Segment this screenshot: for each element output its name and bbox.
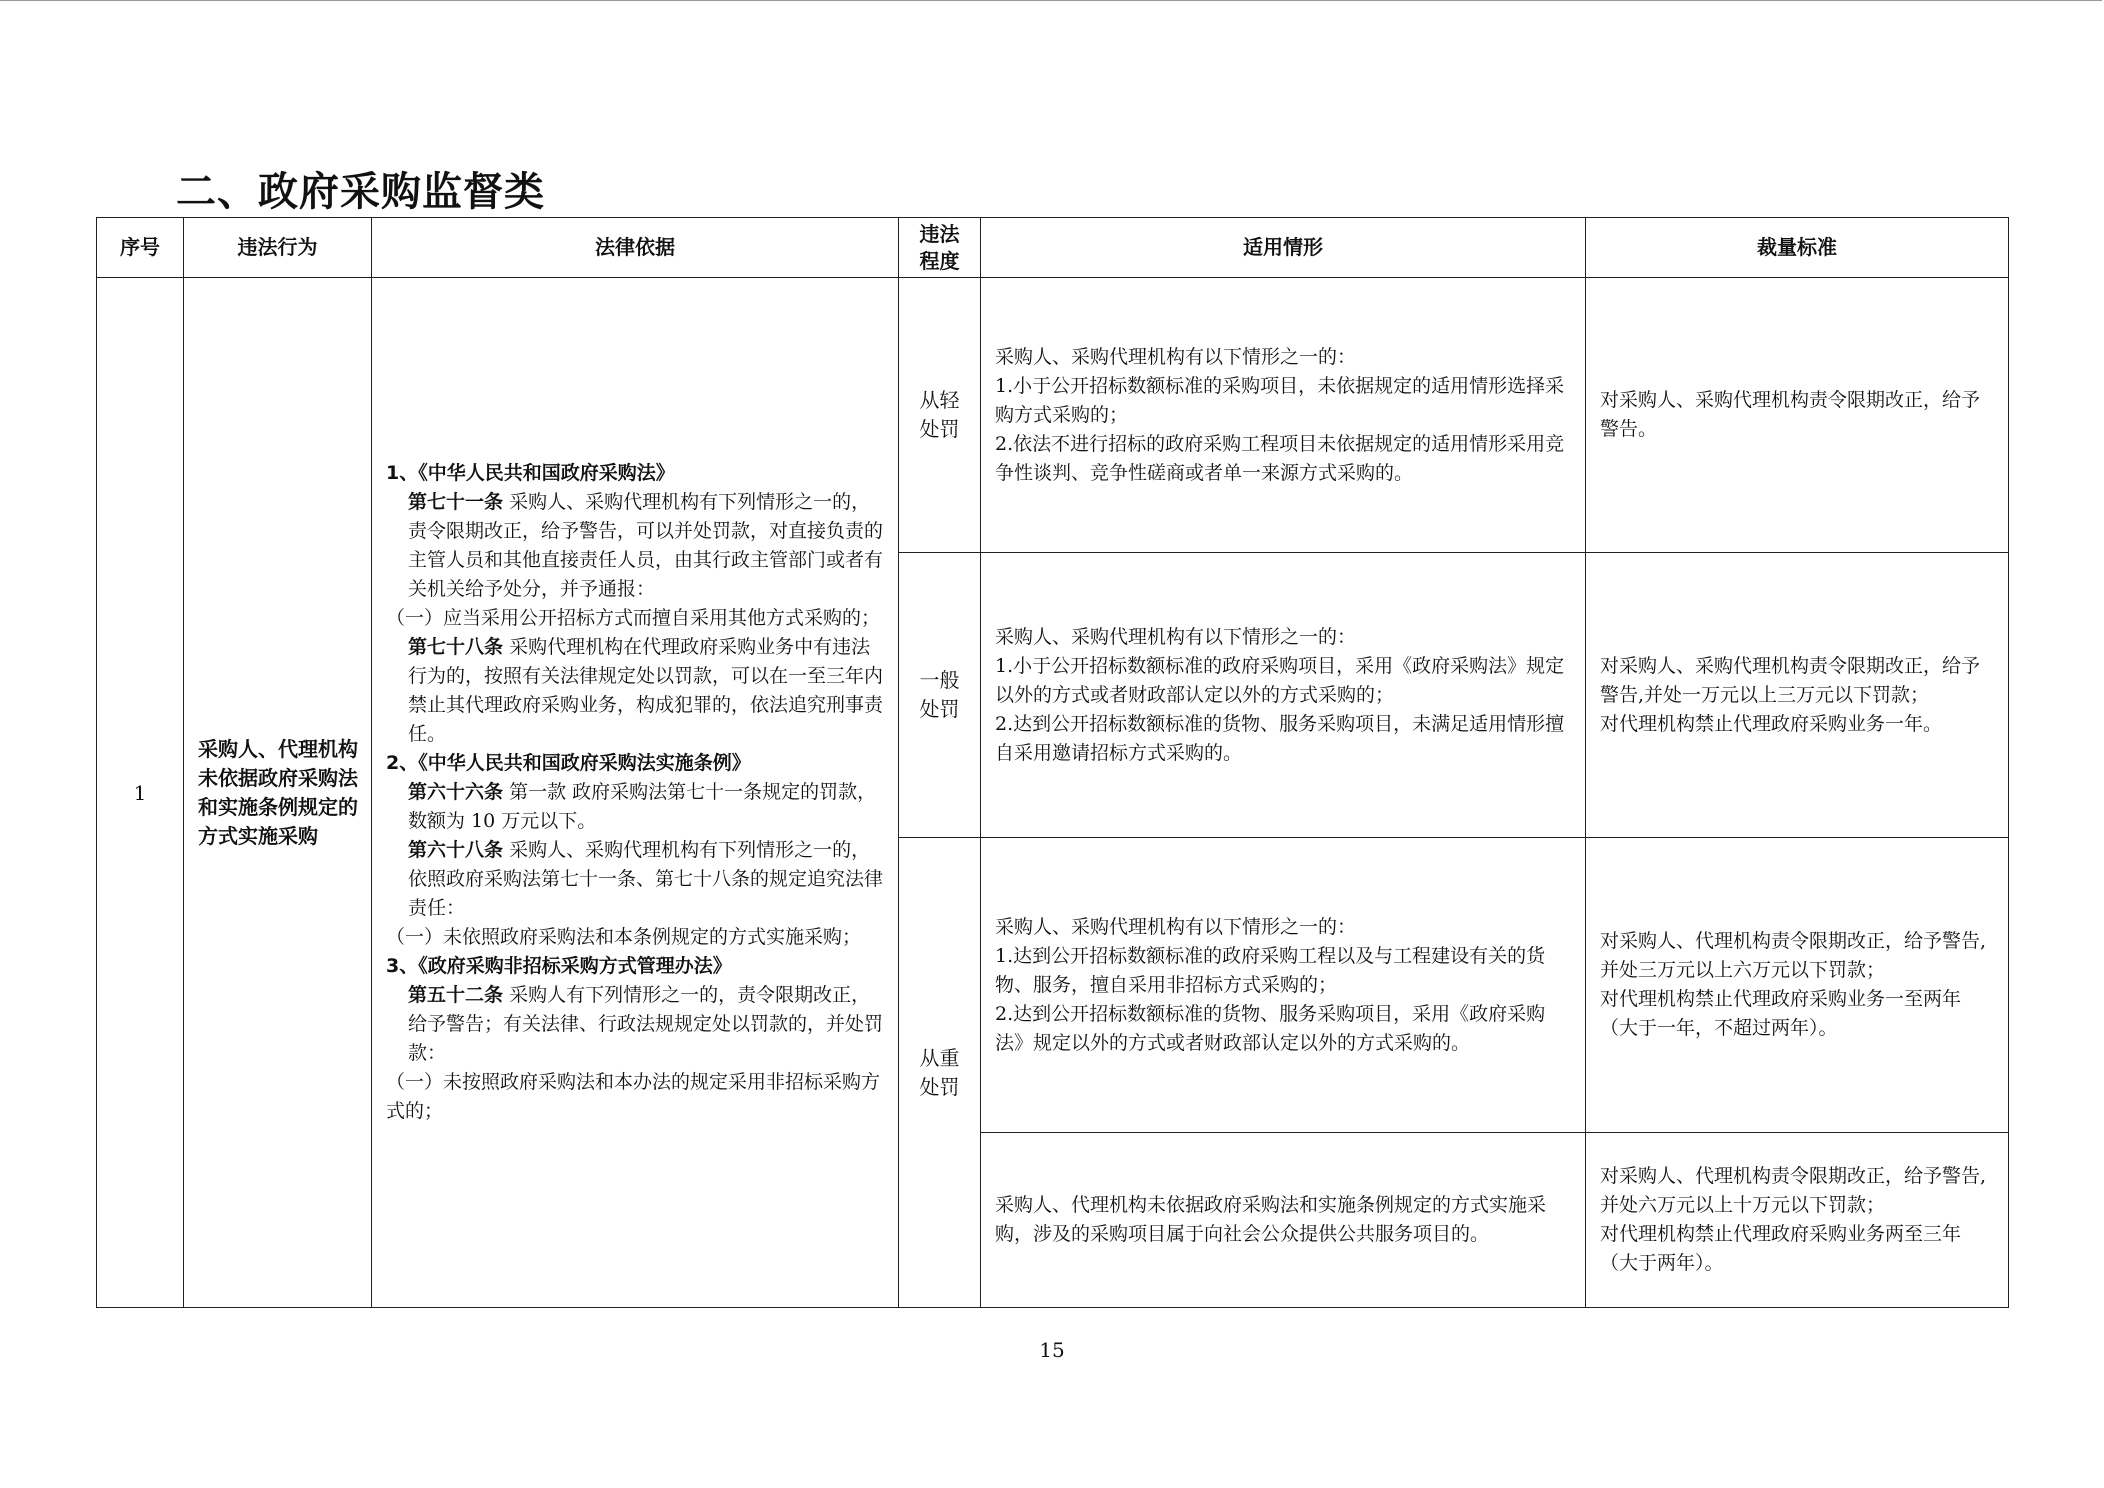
law-article-78 bbox=[386, 633, 884, 749]
law-article-71 bbox=[386, 488, 884, 604]
header-row bbox=[97, 218, 2009, 278]
header-situation: 适用情形 bbox=[981, 218, 1586, 278]
standard-public-service: 对采购人、代理机构责令限期改正，给予警告,并处六万元以上十万元以下罚款； 对代理机构禁止代理政府采购业务两至三年（大于两年）。 bbox=[1586, 1133, 2009, 1308]
law-article-78-title: 第七十八条 bbox=[408, 636, 504, 658]
law-article-68-text: 采购人、采购代理机构有下列情形之一的，依照政府采购法第七十一条、第七十八条的规定追究法律责任： bbox=[408, 839, 884, 919]
law-article-71-text: 采购人、采购代理机构有下列情形之一的，责令限期改正，给予警告，可以并处罚款，对直接负责的主管人员和其他直接责任人员，由其行政主管部门或者有关机关给予处分，并予通报： bbox=[408, 491, 884, 600]
situation-heavy: 采购人、采购代理机构有以下情形之一的： 1.达到公开招标数额标准的政府采购工程以及与工程建设有关的货物、服务，擅自采用非招标方式采购的； 2.达到公开招标数额标准的货物、服务采购项目，采用《政府采购法》规定以外的方式或者财政部认定以外的方式采购的。 bbox=[981, 838, 1586, 1133]
law-article-71-title: 第七十一条 bbox=[408, 491, 504, 513]
standard-light: 对采购人、采购代理机构责令限期改正，给予警告。 bbox=[1586, 278, 2009, 553]
law-article-66-text: 第一款 政府采购法第七十一条规定的罚款，数额为 10 万元以下。 bbox=[408, 781, 877, 832]
law-heading-3: 3、《政府采购非招标采购方式管理办法》 bbox=[386, 955, 732, 977]
page-number: 15 bbox=[1039, 1338, 1065, 1362]
header-act: 违法行为 bbox=[184, 218, 372, 278]
header-standard: 裁量标准 bbox=[1586, 218, 2009, 278]
header-seq: 序号 bbox=[97, 218, 184, 278]
standard-heavy: 对采购人、代理机构责令限期改正，给予警告,并处三万元以上六万元以下罚款； 对代理机构禁止代理政府采购业务一至两年（大于一年，不超过两年）。 bbox=[1586, 838, 2009, 1133]
header-degree: 违法程度 bbox=[899, 218, 981, 278]
row-act: 采购人、代理机构未依据政府采购法和实施条例规定的方式实施采购 bbox=[184, 278, 372, 1308]
section-title: 二、政府采购监督类 bbox=[176, 169, 545, 215]
law-basis bbox=[372, 278, 899, 1308]
law-heading-1: 1、《中华人民共和国政府采购法》 bbox=[386, 462, 675, 484]
degree-normal: 一般处罚 bbox=[899, 553, 981, 838]
law-article-66 bbox=[386, 778, 884, 836]
law-article-68-item1: （一）未依照政府采购法和本条例规定的方式实施采购； bbox=[386, 926, 862, 948]
page-top-border bbox=[0, 0, 2102, 1]
table-row bbox=[97, 278, 2009, 553]
law-article-52 bbox=[386, 981, 884, 1068]
situation-light: 采购人、采购代理机构有以下情形之一的： 1.小于公开招标数额标准的采购项目，未依据规定的适用情形选择采购方式采购的； 2.依法不进行招标的政府采购工程项目未依据规定的适用情形采用竞争性谈判、竞争性磋商或者单一来源方式采购的。 bbox=[981, 278, 1586, 553]
law-heading-2: 2、《中华人民共和国政府采购法实施条例》 bbox=[386, 752, 751, 774]
law-article-71-item1: （一）应当采用公开招标方式而擅自采用其他方式采购的； bbox=[386, 607, 881, 629]
law-article-78-text: 采购代理机构在代理政府采购业务中有违法行为的，按照有关法律规定处以罚款，可以在一至三年内禁止其代理政府采购业务，构成犯罪的，依法追究刑事责任。 bbox=[408, 636, 884, 745]
law-article-52-title: 第五十二条 bbox=[408, 984, 504, 1006]
situation-normal: 采购人、采购代理机构有以下情形之一的： 1.小于公开招标数额标准的政府采购项目，采用《政府采购法》规定以外的方式或者财政部认定以外的方式采购的； 2.达到公开招标数额标准的货物、服务采购项目，未满足适用情形擅自采用邀请招标方式采购的。 bbox=[981, 553, 1586, 838]
law-article-68 bbox=[386, 836, 884, 923]
degree-heavy: 从重处罚 bbox=[899, 838, 981, 1308]
law-article-66-title: 第六十六条 bbox=[408, 781, 504, 803]
header-law: 法律依据 bbox=[372, 218, 899, 278]
law-article-52-text: 采购人有下列情形之一的，责令限期改正，给予警告；有关法律、行政法规规定处以罚款的，并处罚款： bbox=[408, 984, 884, 1064]
law-article-52-item1: （一）未按照政府采购法和本办法的规定采用非招标采购方式的； bbox=[386, 1071, 881, 1122]
situation-public-service: 采购人、代理机构未依据政府采购法和实施条例规定的方式实施采购，涉及的采购项目属于向社会公众提供公共服务项目的。 bbox=[981, 1133, 1586, 1308]
degree-light: 从轻处罚 bbox=[899, 278, 981, 553]
row-seq: 1 bbox=[97, 278, 184, 1308]
standard-normal: 对采购人、采购代理机构责令限期改正，给予警告,并处一万元以上三万元以下罚款； 对代理机构禁止代理政府采购业务一年。 bbox=[1586, 553, 2009, 838]
law-article-68-title: 第六十八条 bbox=[408, 839, 504, 861]
penalty-table bbox=[96, 217, 2009, 1308]
